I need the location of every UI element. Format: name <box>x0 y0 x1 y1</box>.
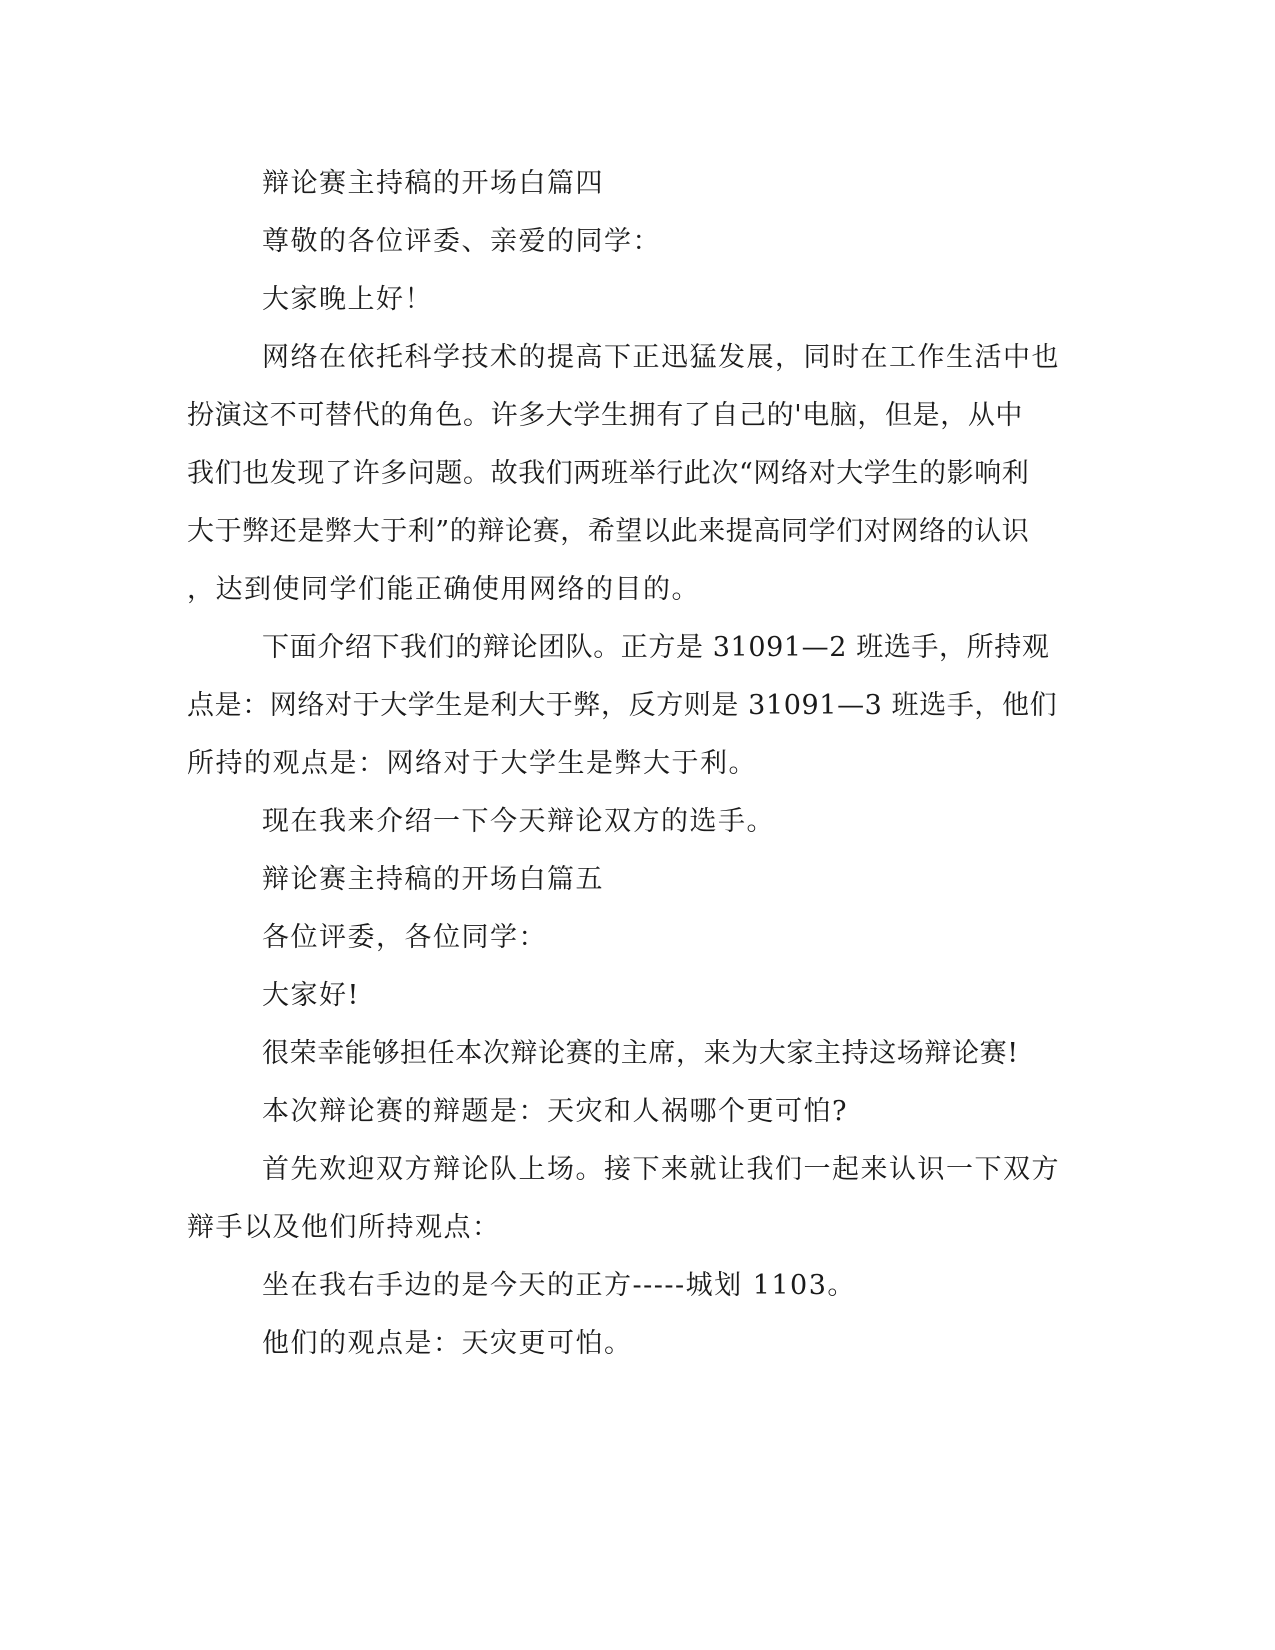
paragraph-line: 很荣幸能够担任本次辩论赛的主席，来为大家主持这场辩论赛! <box>262 1038 1019 1069</box>
salutation: 各位评委，各位同学： <box>262 922 547 953</box>
section-heading-4: 辩论赛主持稿的开场白篇四 <box>262 168 604 199</box>
paragraph-line: 所持的观点是：网络对于大学生是弊大于利。 <box>187 748 757 779</box>
paragraph-line: 坐在我右手边的是今天的正方-----城划 1103。 <box>262 1270 856 1301</box>
paragraph-line: 辩手以及他们所持观点： <box>187 1212 501 1243</box>
salutation: 尊敬的各位评委、亲爱的同学： <box>262 226 661 257</box>
paragraph-line: 现在我来介绍一下今天辩论双方的选手。 <box>262 806 775 837</box>
paragraph-line: 下面介绍下我们的辩论团队。正方是 31091—2 班选手，所持观 <box>262 632 1050 663</box>
paragraph-line: 网络在依托科学技术的提高下正迅猛发展，同时在工作生活中也 <box>262 342 1060 373</box>
paragraph-line: 首先欢迎双方辩论队上场。接下来就让我们一起来认识一下双方 <box>262 1154 1060 1185</box>
greeting: 大家晚上好！ <box>262 284 433 315</box>
paragraph-line: 本次辩论赛的辩题是：天灾和人祸哪个更可怕? <box>262 1096 848 1127</box>
greeting: 大家好! <box>262 980 360 1011</box>
paragraph-line: ，达到使同学们能正确使用网络的目的。 <box>187 574 700 605</box>
paragraph-line: 他们的观点是：天灾更可怕。 <box>262 1328 633 1359</box>
paragraph-line: 我们也发现了许多问题。故我们两班举行此次“网络对大学生的影响利 <box>187 458 1030 489</box>
section-heading-5: 辩论赛主持稿的开场白篇五 <box>262 864 604 895</box>
paragraph-line: 扮演这不可替代的角色。许多大学生拥有了自己的'电脑，但是，从中 <box>187 400 1024 431</box>
paragraph-line: 点是：网络对于大学生是利大于弊，反方则是 31091—3 班选手，他们 <box>187 690 1058 721</box>
paragraph-line: 大于弊还是弊大于利”的辩论赛，希望以此来提高同学们对网络的认识 <box>187 516 1030 547</box>
